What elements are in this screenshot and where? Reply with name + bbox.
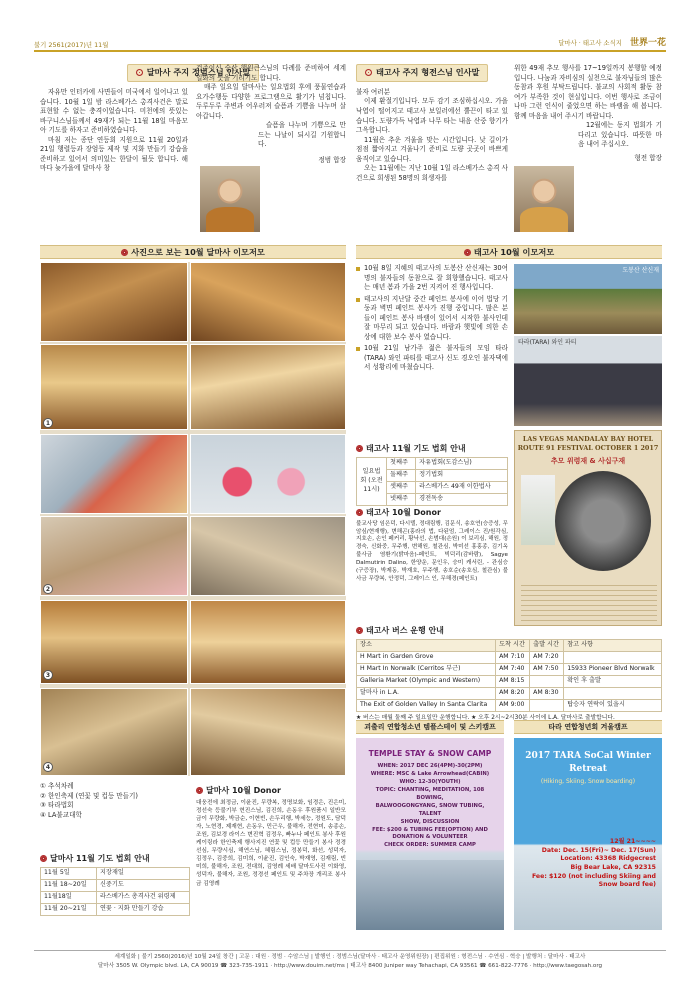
taego-bullet-2: 태고사의 지난달 중간 페인트 봉사에 이어 법당 기둥과 벽면 페인트 봉사가 진행 중입니다. 많은 분들이 페인트 봉사 바램이 있어서 시작한 불사인데 잘 마무리 되고 있습니다. 바람과 햇빛에 의한 손상에 대한 보수 봉사 였습니다. <box>356 295 508 343</box>
table-row: Galleria Market (Olympic and Western) AM 8:15 확인 후 출발 <box>357 675 662 687</box>
table-row: 넷째주 경전독송 <box>357 493 508 505</box>
bullet-icon <box>464 249 471 256</box>
memorial-photo-wreath <box>555 471 651 571</box>
taego-greeting-p1: 불자 여러분 <box>356 87 390 96</box>
table-row: The Exit of Golden Valley In Santa Clarita AM 9:00 탑승자 연락이 있을시 <box>357 699 662 711</box>
taego-greeting <box>356 64 508 183</box>
white-flowers <box>521 475 555 545</box>
bullet-icon <box>40 855 47 862</box>
taego-donor-title: 태고사 10월 Donor <box>366 508 441 517</box>
jeongbeom-portrait <box>200 166 260 232</box>
bullet-icon <box>121 249 128 256</box>
bus-note: ★ 버스는 매월 둘째 주 일요일만 운행합니다. ★ 오후 2시~2시30분 사이에 L.A. 달마사로 출발합니다. <box>356 714 615 721</box>
bus-table <box>356 639 662 712</box>
hyeongjeon-portrait <box>514 166 574 232</box>
table-row: 11월 5일 지장재일 <box>41 867 190 879</box>
table-row: 둘째주 정기법회 <box>357 469 508 481</box>
table-row: H Mart in Garden Grove AM 7:10 AM 7:20 <box>357 651 662 663</box>
dalma-november-title: 달마사 11월 기도 법회 안내 <box>50 854 150 863</box>
group-label: 일요법회 (오전11시) <box>357 457 387 505</box>
dalma-donor <box>196 782 346 888</box>
dalma-donor-title: 달마사 10월 Donor <box>206 786 281 795</box>
tara-wine-photo <box>514 336 662 426</box>
bullet-icon <box>365 69 372 76</box>
temple-stay-title: TEMPLE STAY & SNOW CAMP <box>368 749 492 758</box>
photo-number-3: 3 <box>43 670 53 680</box>
taego-greeting-p4: 오는 11월에는 지난 10월 1일 라스베가스 총격 사건으로 희생된 58명의 희생자를 <box>356 164 508 182</box>
taego-november-table <box>356 457 508 506</box>
dalma-greeting-p1: 자유만 인터카에 사면들이 미국에서 일어나고 있습니다. 10월 1일 밤 라스베가스 총격사건은 말로 표현할 수 없는 충격이었습니다. 미천에의 뜻있는 바구니스님들께서 49재가 되는 11월 18일 마음모아 기도를 하자고 준비하였습니다. <box>40 88 188 135</box>
table-row: 달마사 in L.A. AM 8:20 AM 8:30 <box>357 687 662 699</box>
footer-line-1: 세계일화 | 불기 2560(2016)년 10월 24일 창간 | 고문 : 대원 · 정범 · 수암스님 | 발행인 : 정범스님(달마사 · 태고사 운영위원장) | 편집위원 : 형전스님 · 수연심 · 혁승 | 발행처 : 달마사 · 태고사 <box>114 954 586 960</box>
dalma-november-table <box>40 867 190 916</box>
taego-bullet-1: 10월 8일 지혜의 태고사의 도봉산 산신재는 30여명의 불자들의 동참으로 잘 회향했습니다. 태고사는 매년 봄과 가을 2번 지켜어 진 행사입니다. <box>356 264 508 293</box>
dalma-greeting-title: 달마사 주지 정범스님 인사말 <box>146 67 251 77</box>
bullet-icon <box>136 69 143 76</box>
page-footer <box>34 950 666 971</box>
taego-greeting-p5: 위한 49재 추모 행사를 17~19일까지 봉행할 예정입니다. 나눔과 자비심의 실천으로 불자님들의 많은 동참과 후원 부탁드립니다. 불교의 사회적 활동 참여가 부족한 것이 현실입니다. 이번 행사로 조금이나마 그런 인식이 줄었으면 하는 바램을 해 봅니다. 함께 마음을 내어 주시기 바랍니다. <box>514 64 662 120</box>
newsletter-logo: 世界一花 <box>629 37 666 48</box>
dalma-photo-collage <box>40 262 346 776</box>
sanshin-photo <box>514 264 662 334</box>
taego-photos-title: 태고사 10월 이모저모 <box>473 247 555 257</box>
photo-number-2: 2 <box>43 584 53 594</box>
dalma-greeting-p5: 슬픔을 나누며 기쁨으로 만드는 나날이 되시길 기원합니다. <box>258 121 346 149</box>
caption-4: ④ LA불교대학 <box>40 810 82 819</box>
bullet-icon <box>356 445 363 452</box>
bus-schedule <box>356 622 662 722</box>
poster-line-3: 추모 위령재 & 사십구재 <box>550 456 626 465</box>
page-header <box>34 38 666 52</box>
taego-greeting-p6: 12월에는 동지 법회가 기다리고 있습니다. 따뜻한 마음 내어 주십시오. <box>578 121 662 149</box>
table-row: 일요법회 (오전11시) 첫째주 자유법회(도감스님) <box>357 457 508 469</box>
dalma-signature: 정범 합장 <box>318 155 346 164</box>
issue-label: 불기 2561(2017)년 11월 <box>34 40 109 49</box>
vegas-memorial-poster <box>514 430 662 626</box>
table-header-row: 장소 도착 시간 출발 시간 참고 사항 <box>357 639 662 651</box>
poster-details <box>521 581 657 621</box>
table-row: 셋째주 라스베가스 49재 이한법사 <box>357 481 508 493</box>
poster-line-2: ROUTE 91 FESTIVAL OCTOBER 1 2017 <box>517 444 659 453</box>
snowy-landscape <box>356 860 504 930</box>
table-row: 11월18일 라스베가스 총격사건 위령제 <box>41 891 190 903</box>
dalma-greeting-p4: 매주 일요일 달마사는 일요법회 후에 풍물연습과 요가수행등 다양한 프로그램으로 활기가 넘칩니다. 두루두루 주변과 어우러져 슬픔과 기쁨을 나누며 살아갑니다. <box>196 83 346 120</box>
taego-greeting-p2: 이제 환절기입니다. 모두 감기 조심하십시오. 가을 낙엽이 떨어지고 태고사 보일러에선 뿔끈이 타고 있습니다. 도량가득 낙엽과 나무 타는 내음 산중 향기가 그윽합니다. <box>356 97 508 135</box>
taego-greeting-p3: 11월은 추운 겨울을 맞는 시간입니다. 낮 길이가 점점 짧아지고 겨울나기 준비로 도량 곳곳이 바쁘게 움직이고 있습니다. <box>356 135 508 163</box>
temple-stay-header: 괴출리 연합청소년 템플스테이 및 스키캠프 <box>356 720 504 734</box>
tara-camp-subtitle: (Hiking, Skiing, Snow boarding) <box>540 778 636 786</box>
caption-1: ① 추석차례 <box>40 782 74 790</box>
tara-camp-header: 타라 연합청년회 겨울캠프 <box>514 720 662 734</box>
dalma-photos-title: 사진으로 보는 10월 달마사 이모저모 <box>131 247 265 257</box>
bullet-icon <box>196 787 203 794</box>
dalma-donor-text: 대웅전에 최정금, 이윤진, 무량복, 정명보화, 임경은, 진은미, 정선숙 등불기부 현진스님, 김진희, 손동우 후원품시 일반모금이 무량화, 박금순, 이현빈, 손두리행, 박세능, 정원도, 담덕자, 노현경, 제재현, 손동우, 민근우, 불해자, 전현미, 송종손, 조원, 김보경 라이스 변진혁 김정우, 빠누나 페인트 봉사 후원 케이링라 한인축제 행사지진 연꽃 및 컵등 만들기 봉사 정경선심, 무량시심, 해연스님, 혜림스님, 정봉덕, 화선, 성덕자, 김정우, 김중희, 김미희, 이윤진, 김인숙, 박재영, 김재림, 빈미희, 불해자, 조원, 전대희, 김영례 세배 달마도사진 이화영, 성덕자, 불해자, 조원, 정경선 페인트 및 주차장 개리조 봉사금 김영례 <box>196 799 346 887</box>
photo-number-4: 4 <box>43 762 53 772</box>
photo-number-1: 1 <box>43 418 53 428</box>
poster-line-1: LAS VEGAS MANDALAY BAY HOTEL <box>522 435 654 443</box>
temple-stay-poster: TEMPLE STAY & SNOW CAMP WHEN: 2017 DEC 26(4PM)-30(2PM) WHERE: MSC & Lake Arrowhead(CABIN) WHO: 12-30(YOUTH) TOPIC: CHANTING, MEDITATION, 108 BOWING, BALWOOGONGYANG, SNOW TUBING, TALENT SHOW, DISCUSSION FEE: $200 & TUBING FEE(OPTION) AND DONATION & VOLUNTEER CHECK ORDER: SUMMER CAMP <box>356 738 504 930</box>
taego-donor <box>356 504 508 584</box>
table-row: 11월 18~20일 신중기도 <box>41 879 190 891</box>
tara-camp-poster: 2017 TARA SoCal Winter Retreat (Hiking, Skiing, Snow boarding) 12월 21~~~~ Date: Dec. 15(Fri)~ Dec. 17(Sun) Location: 43368 Ridgecrest Big Bear Lake, CA 92315 Fee: $120 (not including Skiing and Snow board fee) <box>514 738 662 930</box>
taego-bullets <box>356 264 508 375</box>
taego-november-title: 태고사 11월 기도 법회 안내 <box>366 444 466 453</box>
dalma-greeting-p3: 건주이신 승산 행원큰스님의 다례를 준비하여 세계일화의 뜻을 기리기도 합니다. <box>196 64 346 82</box>
sanshin-photo-label: 도봉산 산신재 <box>622 267 659 274</box>
tara-wine-label: 타라(TARA) 와인 파티 <box>518 339 577 346</box>
caption-3: ③ 타라법회 <box>40 801 74 810</box>
bus-title: 태고사 버스 운행 안내 <box>366 626 444 635</box>
taego-signature: 형전 합장 <box>634 153 662 162</box>
table-row: H Mart In Norwalk (Cerritos 부근) AM 7:40 AM 7:50 15933 Pioneer Blvd Norwalk <box>357 663 662 675</box>
footer-line-2: 달마사 3505 W. Olympic blvd. LA, CA 90019 ☎ 323-735-1911 · http://www.douim.net/ms | 태고사 8400 Juniper way Tehachapi, CA 93561 ☎ 661-822-7776 · http://www.taegosah.org <box>97 962 603 969</box>
table-row: 11월 20~21일 연꽃 · 지화 만들기 강습 <box>41 903 190 915</box>
bullet-icon <box>356 627 363 634</box>
taego-donor-text: 불교사당 임은덕, 다시델, 정대림행, 김문식, 송호연(승증성, 무암심/현재행), 변해곤(홍라의 법, 다된엄, 그레이스 진/원각심, 지호손, 손인 페커리, 황낙선, 손범대(손원) 이 보리심, 해원, 정경숙, 신화중, 무주행, 변해원, 철관심, 박미선 홍홍종, 김기옥 불사금 염환기(밝마음)-페인트, 빅덕리(감바람), Sagye Dalmutirin Dalino, 한양운, 문인우, 승미 캐서린, - 관심승(구증장), 박제동, 박재호, 무주행, 송호순(송호심, 철관심) 불사금 무량복, 안정덕, 그레이스 인, 무해경(페인트) <box>356 520 508 583</box>
caption-2: ② 한인축제 (연꽃 및 컵등 만들기) <box>40 791 138 800</box>
taego-bullet-3: 10월 21일 남가주 젊은 불자들의 모임 타라(TARA) 와인 파티를 태고사 신도 경오인 불자댁에서 성황리에 마쳤습니다. <box>356 344 508 373</box>
bullet-icon <box>356 509 363 516</box>
dalma-november-schedule <box>40 850 190 916</box>
photo-captions <box>40 782 190 820</box>
dalma-greeting-p2: 마침 저는 종단 연등회 지원으로 11월 20일과 21일 행렬등과 장엄등 제작 및 지화 만들기 강습을 준비하고 있어서 의미있는 한달이 될듯 합니다. 해마다 늦가을에 달마사 창 <box>40 135 188 173</box>
section-label: 달마사 · 태고사 소식지 <box>558 38 622 47</box>
taego-greeting-title: 태고사 주지 형전스님 인사말 <box>376 67 480 77</box>
taego-november-schedule <box>356 440 508 506</box>
tara-camp-title: 2017 TARA SoCal Winter Retreat <box>525 751 651 775</box>
